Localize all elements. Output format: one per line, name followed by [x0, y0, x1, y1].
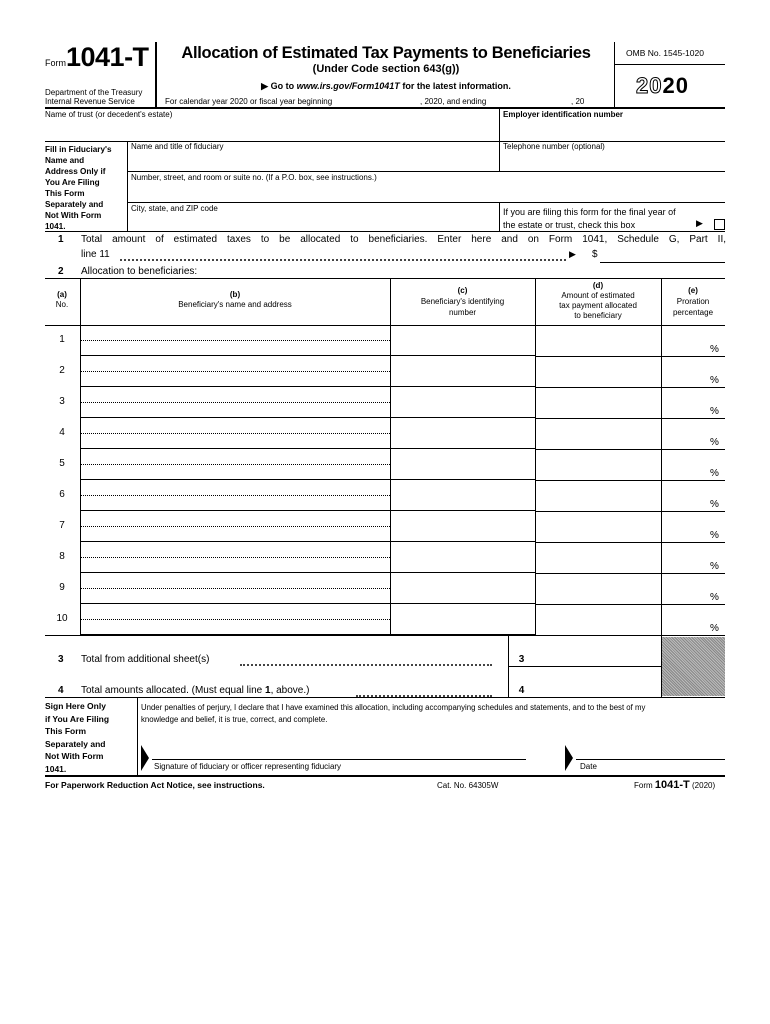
line-3-amount-field[interactable]: [538, 652, 658, 665]
signature-label: Signature of fiduciary or officer representing fiduciary: [154, 762, 342, 771]
year-20-label: , 20: [571, 97, 585, 106]
beneficiary-name-field[interactable]: [83, 545, 387, 556]
beneficiary-name-field[interactable]: [83, 390, 387, 401]
percent-sign: %: [710, 468, 719, 479]
beneficiary-id-field[interactable]: [393, 613, 532, 626]
beneficiary-address-field[interactable]: [83, 559, 387, 570]
beneficiary-address-field[interactable]: [83, 621, 387, 632]
beneficiary-id-field[interactable]: [393, 365, 532, 378]
trust-name-label: Name of trust (or decedent's estate): [45, 110, 173, 119]
line-3-box-label: 3: [518, 654, 525, 665]
line-1-text-line11: line 11: [81, 249, 110, 260]
fiduciary-name-title-label: Name and title of fiduciary: [131, 142, 224, 151]
allocated-amount-field[interactable]: [538, 520, 658, 533]
beneficiary-name-field[interactable]: [83, 607, 387, 618]
line-4-text: Total amounts allocated. (Must equal line 1, above.): [81, 685, 310, 696]
telephone-field[interactable]: [503, 154, 723, 168]
column-b-header: (b) Beneficiary's name and address: [178, 290, 292, 309]
line-1-amount-field[interactable]: [602, 248, 724, 261]
signature-field[interactable]: [154, 744, 524, 758]
line-4-box-label: 4: [518, 685, 525, 696]
row-number: 5: [59, 458, 65, 469]
line-2-text: Allocation to beneficiaries:: [81, 266, 198, 277]
beneficiary-address-field[interactable]: [83, 373, 387, 384]
percent-sign: %: [710, 499, 719, 510]
beneficiary-name-field[interactable]: [83, 421, 387, 432]
proration-percentage-field[interactable]: [664, 621, 708, 633]
row-number: 1: [59, 334, 65, 345]
allocated-amount-field[interactable]: [538, 458, 658, 471]
trust-name-field[interactable]: [47, 122, 497, 136]
proration-percentage-field[interactable]: [664, 590, 708, 602]
beneficiary-id-field[interactable]: [393, 489, 532, 502]
ein-label: Employer identification number: [503, 110, 624, 119]
goto-instructions: ▶ Go to www.irs.gov/Form1041T for the latest information.: [261, 81, 511, 91]
calendar-year-label: For calendar year 2020 or fiscal year beginning: [165, 97, 333, 106]
column-c-header: (c) Beneficiary's identifying number: [420, 286, 505, 317]
beneficiary-id-field[interactable]: [393, 458, 532, 471]
ein-field[interactable]: [503, 122, 723, 136]
line-1-text: Total amount of estimated taxes to be allocated to beneficiaries. Enter here and on Form 1041, Schedule G, Part II,: [81, 234, 726, 245]
percent-sign: %: [710, 592, 719, 603]
line-1-number: 1: [58, 234, 64, 245]
beneficiary-id-field[interactable]: [393, 334, 532, 347]
percent-sign: %: [710, 344, 719, 355]
row-number: 10: [56, 613, 68, 624]
row-number: 6: [59, 489, 65, 500]
page-subtitle: (Under Code section 643(g)): [312, 63, 460, 75]
telephone-label: Telephone number (optional): [503, 142, 605, 151]
row-number: 4: [59, 427, 65, 438]
column-e-header: (e) Proration percentage: [672, 286, 714, 317]
proration-percentage-field[interactable]: [664, 559, 708, 571]
beneficiary-name-field[interactable]: [83, 514, 387, 525]
form-label: Form: [45, 58, 66, 68]
proration-percentage-field[interactable]: [664, 528, 708, 540]
beneficiary-name-field[interactable]: [83, 452, 387, 463]
allocated-amount-field[interactable]: [538, 582, 658, 595]
column-d-header: (d) Amount of estimated tax payment allocated to beneficiary: [559, 281, 637, 320]
beneficiary-id-field[interactable]: [393, 520, 532, 533]
allocated-amount-field[interactable]: [538, 365, 658, 378]
beneficiary-name-field[interactable]: [83, 328, 387, 339]
department-label: Department of the Treasury: [45, 88, 143, 97]
sign-here-side-label: Sign Here Only if You Are Filing This Form Separately and Not With Form 1041.: [45, 701, 110, 774]
beneficiary-name-field[interactable]: [83, 576, 387, 587]
fiduciary-name-field[interactable]: [131, 154, 496, 168]
proration-percentage-field[interactable]: [664, 342, 708, 354]
tax-year: 2020: [636, 73, 689, 98]
allocated-amount-field[interactable]: [538, 396, 658, 409]
line-3-text: Total from additional sheet(s): [81, 654, 210, 665]
row-number: 2: [59, 365, 65, 376]
proration-percentage-field[interactable]: [664, 404, 708, 416]
catalog-number: Cat. No. 64305W: [437, 781, 499, 790]
allocated-amount-field[interactable]: [538, 427, 658, 440]
service-label: Internal Revenue Service: [45, 97, 135, 106]
signature-arrow-icon: [140, 745, 150, 771]
beneficiary-address-field[interactable]: [83, 466, 387, 477]
date-field[interactable]: [578, 744, 723, 758]
percent-sign: %: [710, 623, 719, 634]
allocated-amount-field[interactable]: [538, 489, 658, 502]
row-number: 3: [59, 396, 65, 407]
date-label: Date: [580, 762, 597, 771]
percent-sign: %: [710, 437, 719, 448]
allocated-amount-field[interactable]: [538, 613, 658, 626]
paperwork-notice: For Paperwork Reduction Act Notice, see instructions.: [45, 780, 265, 790]
proration-percentage-field[interactable]: [664, 435, 708, 447]
street-field[interactable]: [131, 185, 721, 199]
line-4-number: 4: [58, 685, 64, 696]
row-number: 7: [59, 520, 65, 531]
row-number: 8: [59, 551, 65, 562]
beneficiary-address-field[interactable]: [83, 435, 387, 446]
beneficiary-name-field[interactable]: [83, 483, 387, 494]
beneficiary-address-field[interactable]: [83, 404, 387, 415]
allocated-amount-field[interactable]: [538, 334, 658, 347]
fiscal-year-begin-field[interactable]: [352, 95, 418, 106]
arrow-right-icon: ▶: [696, 218, 703, 228]
perjury-statement: Under penalties of perjury, I declare that I have examined this allocation, including accompanying schedules and statements, and to the best of my knowledge and belief, it is true, correct, and complete.: [141, 703, 646, 724]
final-year-checkbox[interactable]: [714, 219, 725, 230]
fiscal-year-end-field[interactable]: [496, 95, 568, 106]
city-label: City, state, and ZIP code: [131, 204, 218, 213]
shaded-area: [662, 637, 725, 696]
line-4-amount-field[interactable]: [538, 683, 658, 696]
percent-sign: %: [710, 561, 719, 572]
beneficiary-id-field[interactable]: [393, 427, 532, 440]
percent-sign: %: [710, 530, 719, 541]
page-title: Allocation of Estimated Tax Payments to Beneficiaries: [181, 44, 591, 62]
fiscal-year-end-year-field[interactable]: [586, 95, 611, 106]
fiduciary-side-label: Fill in Fiduciary's Name and Address Only if You Are Filing This Form Separately and Not With Form 1041.: [45, 145, 112, 231]
proration-percentage-field[interactable]: [664, 466, 708, 478]
beneficiary-address-field[interactable]: [83, 528, 387, 539]
line-3-number: 3: [58, 654, 64, 665]
percent-sign: %: [710, 375, 719, 386]
omb-number: OMB No. 1545-1020: [626, 48, 704, 58]
dollar-sign: $: [592, 249, 598, 260]
irs-url[interactable]: www.irs.gov/Form1041T: [296, 81, 400, 91]
row-number: 9: [59, 582, 65, 593]
date-arrow-icon: [564, 745, 574, 771]
city-field[interactable]: [131, 216, 496, 228]
arrow-right-icon: ▶: [569, 249, 576, 259]
beneficiary-address-field[interactable]: [83, 342, 387, 353]
arrow-right-icon: ▶: [261, 81, 269, 91]
beneficiary-name-field[interactable]: [83, 359, 387, 370]
proration-percentage-field[interactable]: [664, 373, 708, 385]
proration-percentage-field[interactable]: [664, 497, 708, 509]
beneficiary-address-field[interactable]: [83, 590, 387, 601]
beneficiary-id-field[interactable]: [393, 551, 532, 564]
beneficiary-address-field[interactable]: [83, 497, 387, 508]
footer-form-id: Form 1041-T (2020): [634, 779, 716, 791]
percent-sign: %: [710, 406, 719, 417]
line-2-number: 2: [58, 266, 64, 277]
beneficiary-id-field[interactable]: [393, 396, 532, 409]
and-ending-label: , 2020, and ending: [420, 97, 487, 106]
beneficiary-id-field[interactable]: [393, 582, 532, 595]
form-number: 1041-T: [66, 42, 149, 72]
allocated-amount-field[interactable]: [538, 551, 658, 564]
column-a-header: (a) No.: [55, 290, 69, 309]
final-year-text: If you are filing this form for the final year of the estate or trust, check this box: [503, 207, 676, 230]
street-label: Number, street, and room or suite no. (If a P.O. box, see instructions.): [131, 173, 377, 182]
